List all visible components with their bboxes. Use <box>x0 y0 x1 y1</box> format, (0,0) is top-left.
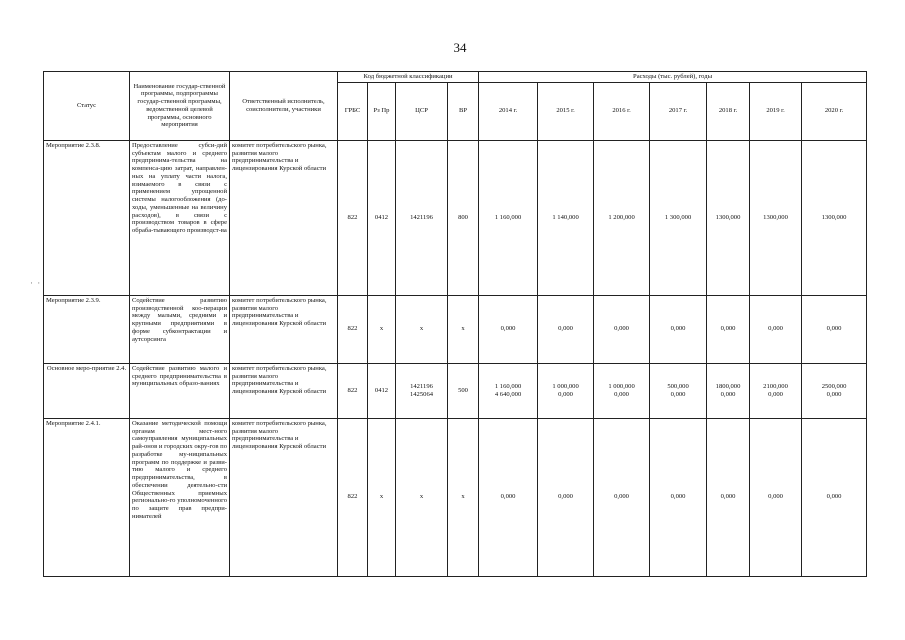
row-csr <box>396 140 448 295</box>
row-status: Мероприятие 2.3.9. <box>44 295 130 363</box>
row-year-value <box>707 363 750 418</box>
amount-value: 0,000 <box>826 390 842 398</box>
table-row <box>44 363 867 418</box>
row-year-value <box>594 140 650 295</box>
row-year-value <box>479 295 538 363</box>
row-year-value <box>479 418 538 576</box>
header-year: 2018 г. <box>707 82 750 140</box>
amount-value: 0,000 <box>614 493 629 501</box>
csr-code: x <box>419 325 424 333</box>
row-status: Мероприятие 2.3.8. <box>44 140 130 295</box>
header-year: 2017 г. <box>650 82 707 140</box>
table-row <box>44 295 867 363</box>
header-year: 2015 г. <box>538 82 594 140</box>
row-program-name: Оказание методической помощи органам мест-ного самоуправления муниципальных рай-онов и городских окру-гов по разработке му-ниципальных программ по поддержке и разви-тию малого и среднего предпринимательства, в обеспечении деятельно-сти Общественных приемных регионально-го уполномоченного по защите прав предпри-нимателей <box>130 418 230 576</box>
row-responsible: комитет потребительского рынка, развития малого предпринимательства и лицензирования Курской области <box>230 140 338 295</box>
row-year-value <box>750 363 802 418</box>
row-year-value <box>802 295 867 363</box>
amount-value: 0,000 <box>558 390 573 398</box>
header-year: 2014 г. <box>479 82 538 140</box>
row-year-value <box>802 418 867 576</box>
amount-value: 1 160,000 <box>494 213 522 221</box>
header-status: Статус <box>44 72 130 141</box>
amount-value: 0,000 <box>614 325 629 333</box>
csr-code: 1421196 <box>410 383 433 390</box>
row-year-value <box>479 140 538 295</box>
row-year-value <box>479 363 538 418</box>
amount-value: 0,000 <box>670 493 686 501</box>
row-status: Основное меро-приятие 2.4. <box>44 363 130 418</box>
row-vr: 500 <box>448 363 479 418</box>
row-year-value <box>650 295 707 363</box>
amount-value: 0,000 <box>614 390 629 398</box>
header-year: 2016 г. <box>594 82 650 140</box>
header-budget-code: Код бюджетной классификации <box>338 72 479 83</box>
row-year-value <box>538 418 594 576</box>
amount-value: 0,000 <box>720 493 736 501</box>
row-year-value <box>707 295 750 363</box>
row-year-value <box>802 363 867 418</box>
header-rzpr: Рз Пр <box>368 82 396 140</box>
row-rzpr: x <box>368 295 396 363</box>
row-csr <box>396 295 448 363</box>
row-year-value <box>650 418 707 576</box>
amount-value: 1 000,000 <box>552 383 579 390</box>
amount-value: 0,000 <box>720 390 736 398</box>
row-year-value <box>538 140 594 295</box>
amount-value: 0,000 <box>768 390 783 398</box>
row-year-value <box>802 140 867 295</box>
csr-code: 1421196 <box>410 213 433 221</box>
csr-code: x <box>419 493 424 501</box>
row-responsible: комитет потребительского рынка, развития малого предпринимательства и лицензирования Курской области <box>230 363 338 418</box>
row-responsible: комитет потребительского рынка, развития малого предпринимательства и лицензирования Курской области <box>230 418 338 576</box>
row-year-value <box>538 363 594 418</box>
csr-code: 1425064 <box>409 390 434 398</box>
row-csr <box>396 363 448 418</box>
row-csr <box>396 418 448 576</box>
amount-value: 0,000 <box>500 493 516 501</box>
amount-value: 0,000 <box>826 325 842 333</box>
amount-value: 4 640,000 <box>494 390 522 398</box>
amount-value: 2500,000 <box>821 383 847 390</box>
row-year-value <box>707 418 750 576</box>
amount-value: 1300,000 <box>715 213 741 221</box>
header-responsible: Ответственный исполнитель, соисполнители, участники <box>230 72 338 141</box>
row-status: Мероприятие 2.4.1. <box>44 418 130 576</box>
amount-value: 0,000 <box>768 325 783 333</box>
row-year-value <box>594 295 650 363</box>
row-year-value <box>750 418 802 576</box>
header-vr: ВР <box>448 82 479 140</box>
row-program-name: Предоставление субси-дий субъектам малого и среднего предпринима-тельства на компенса-цию затрат, направлен-ных на уплату части налога, взимаемого в связи с применением упрощенной системы налогообложения (до-ходы, уменьшенные на величину расходов), в связи с производством товаров в сфере обраба-тывающего производст-ва <box>130 140 230 295</box>
row-grbs: 822 <box>338 363 368 418</box>
row-rzpr: x <box>368 418 396 576</box>
amount-value: 0,000 <box>826 493 842 501</box>
header-expenses: Расходы (тыс. рублей), годы <box>479 72 867 83</box>
amount-value: 0,000 <box>558 493 573 501</box>
amount-value: 0,000 <box>670 325 686 333</box>
row-year-value <box>750 295 802 363</box>
amount-value: 1 300,000 <box>664 213 692 221</box>
row-responsible: комитет потребительского рынка, развития малого предпринимательства и лицензирования Курской области <box>230 295 338 363</box>
table-row <box>44 140 867 295</box>
amount-value: 1 140,000 <box>552 213 579 221</box>
row-program-name: Содействие развитию производственной коо-перации между малыми, средними и крупными предприятиями в форме субконтрактации и аутсорсинга <box>130 295 230 363</box>
row-year-value <box>707 140 750 295</box>
row-grbs: 822 <box>338 140 368 295</box>
amount-value: 0,000 <box>500 325 516 333</box>
table-row <box>44 418 867 576</box>
amount-value: 0,000 <box>558 325 573 333</box>
table-header <box>44 72 867 141</box>
row-year-value <box>594 363 650 418</box>
header-program-name: Наименование государ-ственной программы, подпрограммы государ-ственной программы, ведомственной целевой программы, основного мероприятия <box>130 72 230 141</box>
row-year-value <box>594 418 650 576</box>
row-vr: 800 <box>448 140 479 295</box>
header-csr: ЦСР <box>396 82 448 140</box>
row-rzpr: 0412 <box>368 140 396 295</box>
amount-value: 1 200,000 <box>608 213 635 221</box>
row-grbs: 822 <box>338 418 368 576</box>
row-program-name: Содействие развитию малого и среднего предпринимательства в муниципальных образо-ваниях <box>130 363 230 418</box>
amount-value: 2100,000 <box>763 383 788 390</box>
amount-value: 1 160,000 <box>494 383 522 390</box>
amount-value: 0,000 <box>768 493 783 501</box>
header-year: 2019 г. <box>750 82 802 140</box>
header-grbs: ГРБС <box>338 82 368 140</box>
page-number: 34 <box>453 40 467 55</box>
row-year-value <box>650 363 707 418</box>
amount-value: 0,000 <box>720 325 736 333</box>
row-year-value <box>750 140 802 295</box>
amount-value: 500,000 <box>667 383 689 390</box>
amount-value: 1800,000 <box>715 383 741 390</box>
budget-table <box>43 71 867 577</box>
row-year-value <box>650 140 707 295</box>
amount-value: 0,000 <box>670 390 686 398</box>
row-vr: x <box>448 418 479 576</box>
scan-mark: · · <box>30 278 42 288</box>
table-body <box>44 140 867 576</box>
row-grbs: 822 <box>338 295 368 363</box>
amount-value: 1 000,000 <box>608 383 635 390</box>
row-year-value <box>538 295 594 363</box>
row-rzpr: 0412 <box>368 363 396 418</box>
amount-value: 1300,000 <box>763 213 788 221</box>
amount-value: 1300,000 <box>821 213 847 221</box>
header-year: 2020 г. <box>802 82 867 140</box>
row-vr: x <box>448 295 479 363</box>
